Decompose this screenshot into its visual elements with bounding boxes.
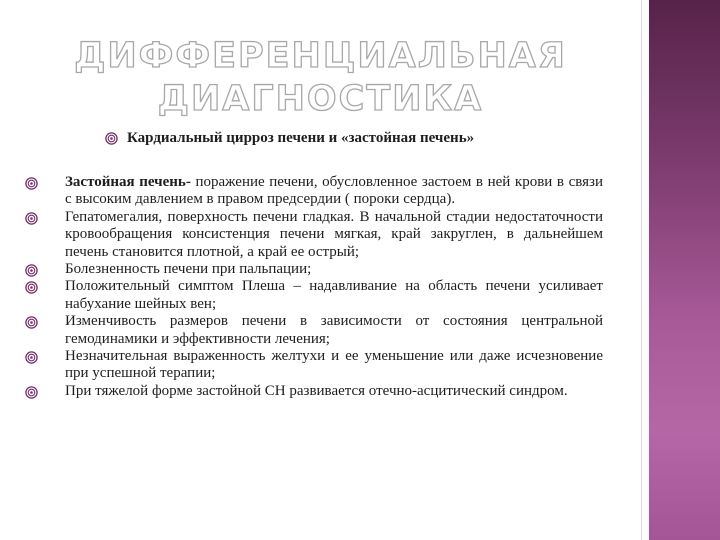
list-item [25, 313, 603, 348]
target-bullet-icon [25, 212, 38, 225]
slide-title-line-1: ДИФФЕРЕНЦИАЛЬНАЯ [74, 36, 567, 76]
target-bullet-icon [25, 281, 38, 294]
list-item-text: Незначительная выраженность желтухи и ее уменьшение или даже исчезновение при успешной терапии; [65, 348, 603, 382]
side-panel-decoration [649, 0, 720, 540]
side-strip [641, 0, 649, 540]
list-item-text: При тяжелой форме застойной СН развивается отечно-асцитический синдром. [65, 382, 568, 399]
list-item [25, 278, 603, 313]
target-bullet-icon [25, 386, 38, 399]
target-bullet-icon [25, 316, 38, 329]
list-item-text: Изменчивость размеров печени в зависимости от состояния центральной гемодинамики и эффективности лечения; [65, 313, 603, 347]
list-item [25, 348, 603, 383]
list-item-text: Болезненность печени при пальпации; [65, 261, 312, 278]
target-bullet-icon [25, 264, 38, 277]
target-bullet-icon [25, 177, 38, 190]
subtitle-row [105, 128, 625, 148]
list-item [25, 261, 603, 278]
list-item-text: Положительный симптом Плеша – надавливание на область печени усиливает набухание шейных вен; [65, 278, 603, 312]
target-bullet-icon [105, 132, 118, 145]
list-item [25, 383, 603, 400]
list-item-text: поражение печени, обусловленное застоем в ней крови в связи с высоким давлением в правом предсердии ( пороки сердца). [65, 174, 603, 208]
list-item-text: Гепатомегалия, поверхность печени гладкая. В начальной стадии недостаточности кровообращения консистенция печени мягкая, край закруглен, в дальнейшем печень становится плотной, а край ее острый; [65, 208, 603, 260]
side-divider [641, 0, 642, 540]
slide-subtitle: Кардиальный цирроз печени и «застойная печень» [127, 130, 475, 146]
slide-title-line-2: ДИАГНОСТИКА [157, 79, 484, 119]
target-bullet-icon [25, 351, 38, 364]
list-item-term: Застойная печень- [65, 174, 191, 190]
list-item [25, 174, 603, 209]
bullet-list [25, 174, 603, 400]
list-item [25, 209, 603, 261]
